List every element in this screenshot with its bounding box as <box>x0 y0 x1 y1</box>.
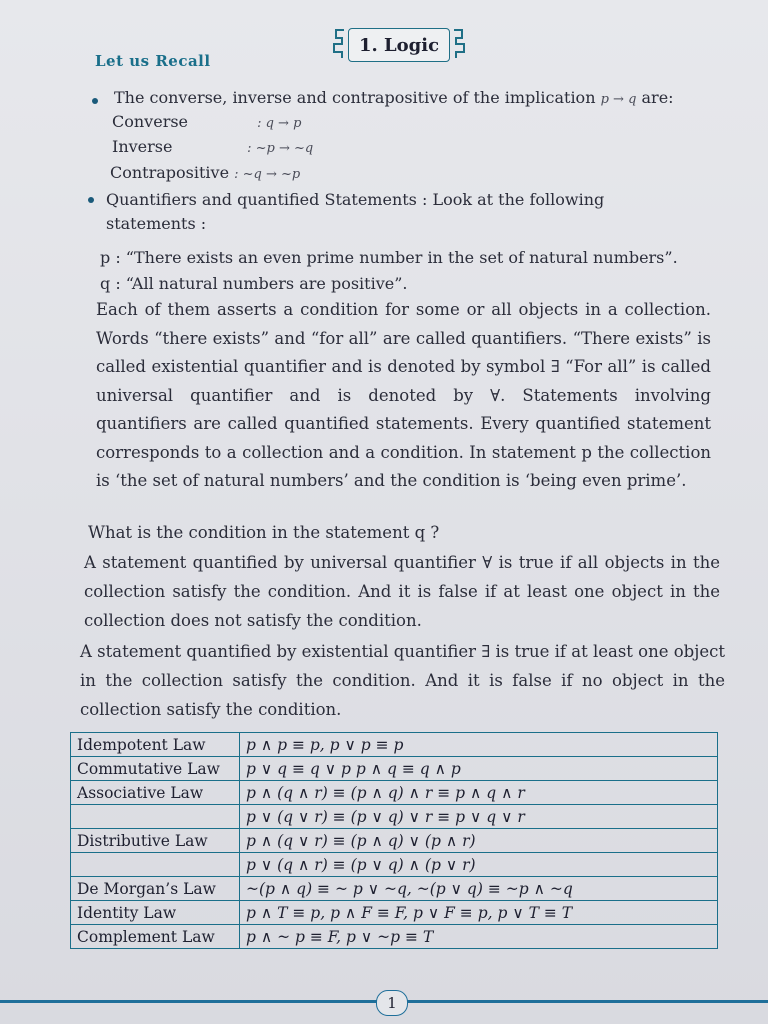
law-name-cell: Identity Law <box>71 901 240 925</box>
law-rule-cell: ~(p ∧ q) ≡ ~ p ∨ ~q, ~(p ∨ q) ≡ ~p ∧ ~q <box>240 877 718 901</box>
law-name-cell: Distributive Law <box>71 829 240 853</box>
law-name-cell: Complement Law <box>71 925 240 949</box>
bullet-1-tail: are: <box>641 88 674 107</box>
table-row <box>71 781 718 805</box>
law-rule-cell: p ∨ q ≡ q ∨ p p ∧ q ≡ q ∧ p <box>240 757 718 781</box>
law-name-cell: De Morgan’s Law <box>71 877 240 901</box>
contrapositive-row <box>110 163 300 185</box>
contrapositive-label: Contrapositive <box>110 163 230 182</box>
bullet-1-text <box>114 88 674 110</box>
left-ornament-icon <box>330 26 348 62</box>
table-row <box>71 853 718 877</box>
table-row <box>71 757 718 781</box>
law-rule-cell: p ∧ (q ∨ r) ≡ (p ∧ q) ∨ (p ∧ r) <box>240 829 718 853</box>
converse-value: : q → p <box>257 116 302 131</box>
bullet-1-marker <box>92 98 98 104</box>
law-rule-cell: p ∨ (q ∨ r) ≡ (p ∨ q) ∨ r ≡ p ∨ q ∨ r <box>240 805 718 829</box>
statement-p: p : “There exists an even prime number in the set of natural numbers”. <box>100 248 678 267</box>
law-rule-cell: p ∧ (q ∧ r) ≡ (p ∧ q) ∧ r ≡ p ∧ q ∧ r <box>240 781 718 805</box>
bullet-1-lead: The converse, inverse and contrapositive of the implication <box>114 88 596 107</box>
contrapositive-value: : ~q → ~p <box>234 167 301 182</box>
law-rule-cell: p ∧ ~ p ≡ F, p ∨ ~p ≡ T <box>240 925 718 949</box>
inverse-value: : ~p → ~q <box>247 141 314 156</box>
converse-row <box>112 112 301 134</box>
law-name-cell: Associative Law <box>71 781 240 805</box>
table-row <box>71 901 718 925</box>
bullet-2-marker <box>88 197 94 203</box>
law-rule-cell: p ∨ (q ∧ r) ≡ (p ∨ q) ∧ (p ∨ r) <box>240 853 718 877</box>
page-number: 1 <box>376 990 408 1016</box>
right-ornament-icon <box>450 26 468 62</box>
law-name-cell <box>71 853 240 877</box>
quantifier-paragraph: Each of them asserts a condition for some or all objects in a collection. Words “there exists” and “for all” are called quantifiers. “There exists” is called existential quantifier and is denoted by symbol ∃ “For all” is called universal quantifier and is denoted by ∀. Statements involving quantifiers are called quantified statements. Every quantified statement corresponds to a collection and a condition. In statement p the collection is ‘the set of natural numbers’ and the condition is ‘being even prime’. <box>96 300 711 490</box>
law-name-cell: Commutative Law <box>71 757 240 781</box>
question-paragraph: What is the condition in the statement q ? <box>88 523 440 542</box>
law-rule-cell: p ∧ p ≡ p, p ∨ p ≡ p <box>240 733 718 757</box>
law-rule-cell: p ∧ T ≡ p, p ∧ F ≡ F, p ∨ F ≡ p, p ∨ T ≡ T <box>240 901 718 925</box>
table-row <box>71 925 718 949</box>
logic-laws-table <box>70 732 718 949</box>
table-row <box>71 877 718 901</box>
universal-paragraph: A statement quantified by universal quantifier ∀ is true if all objects in the collection satisfy the condition. And it is false if at least one object in the collection does not satisfy the condition. <box>84 553 720 630</box>
inverse-label: Inverse <box>112 137 173 156</box>
implication-symbol: p → q <box>600 92 637 107</box>
converse-label: Converse <box>112 112 189 131</box>
law-name-cell: Idempotent Law <box>71 733 240 757</box>
inverse-row <box>112 137 313 159</box>
section-title: Let us Recall <box>95 52 211 70</box>
existential-paragraph: A statement quantified by existential quantifier ∃ is true if at least one object in the collection satisfy the condition. And it is false if no object in the collection satisfy the condition. <box>80 642 725 719</box>
table-row <box>71 829 718 853</box>
table-row <box>71 805 718 829</box>
table-row <box>71 733 718 757</box>
chapter-title: 1. Logic <box>348 28 450 62</box>
statement-q: q : “All natural numbers are positive”. <box>100 274 408 293</box>
bullet-2-line-2: statements : <box>106 214 207 233</box>
law-name-cell <box>71 805 240 829</box>
bullet-2-line-1: Quantifiers and quantified Statements : Look at the following <box>106 190 605 209</box>
